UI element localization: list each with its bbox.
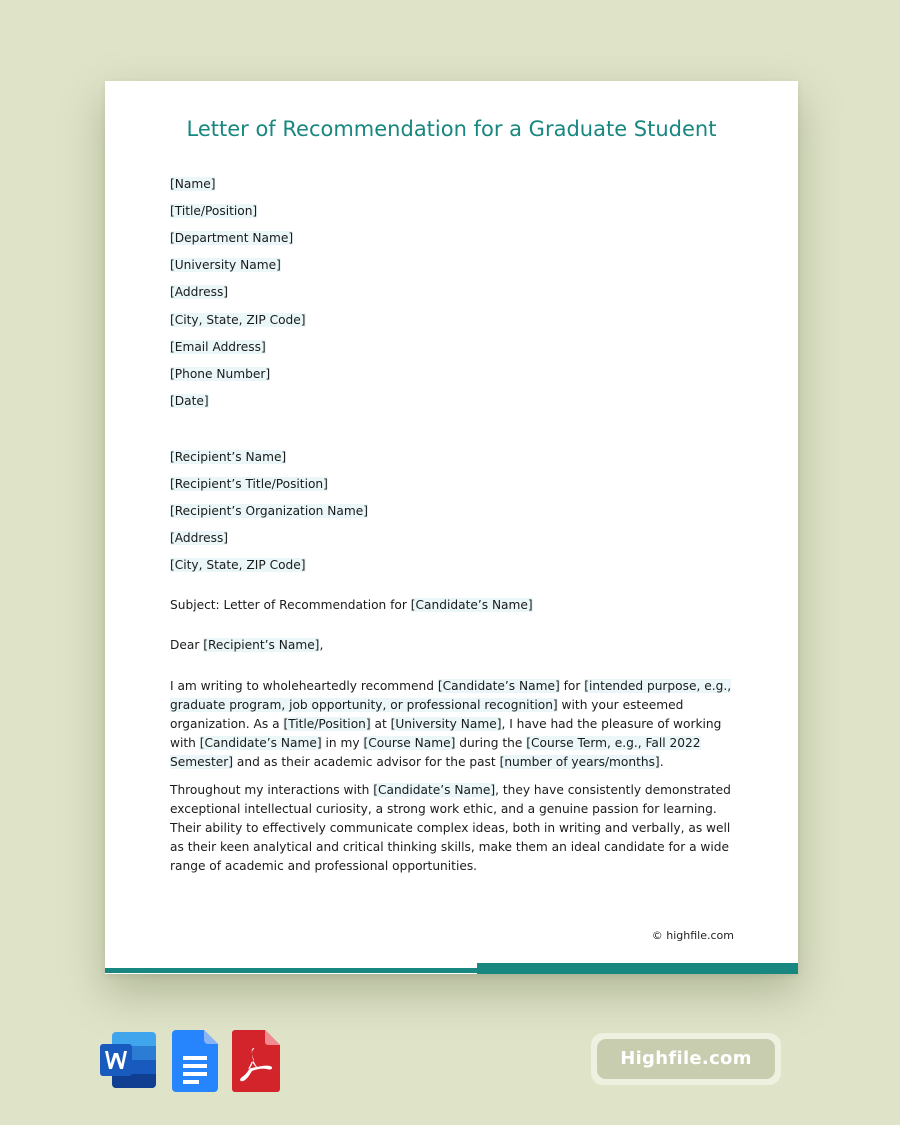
highfile-brand-badge[interactable]	[591, 1033, 781, 1085]
sender-line	[170, 312, 306, 329]
recipient-line-text: [Recipient’s Name]	[170, 450, 287, 464]
sender-line-text: [Email Address]	[170, 339, 266, 354]
placeholder-text: [Title/Position]	[283, 717, 371, 731]
recipient-line-text: [Recipient’s Organization Name]	[170, 504, 368, 519]
brand-label: Highfile.com	[597, 1039, 775, 1079]
body-text: with your esteemed organization. As a	[170, 698, 684, 731]
footer-accent-bar-thick	[477, 963, 798, 974]
placeholder-text: [Course Name]	[363, 736, 456, 750]
body-text: at	[370, 717, 391, 731]
recipient-line-text: [City, State, ZIP Code]	[170, 558, 306, 573]
body-paragraph-1	[170, 677, 740, 772]
letter-page	[105, 81, 798, 974]
sender-line-text: [Address]	[170, 285, 229, 300]
recipient-line-text: [Address]	[170, 531, 229, 546]
salutation	[170, 637, 323, 654]
recipient-line-text: [Recipient’s Title/Position]	[170, 477, 328, 492]
sender-line-text: [University Name]	[170, 258, 281, 273]
body-text: for	[559, 679, 585, 693]
recipient-line	[170, 530, 228, 547]
placeholder-text: [Course Term, e.g., Fall 2022 Semester]	[170, 736, 701, 769]
placeholder-text: [Candidate’s Name]	[199, 736, 322, 750]
pdf-icon[interactable]	[232, 1030, 280, 1097]
sender-line-text: [Department Name]	[170, 231, 294, 246]
subject-placeholder: [Candidate’s Name]	[410, 598, 533, 612]
placeholder-text: [intended purpose, e.g., graduate program, job opportunity, or professional recognition]	[170, 679, 732, 712]
word-icon[interactable]	[100, 1030, 156, 1095]
placeholder-text: [Candidate’s Name]	[437, 679, 560, 693]
recipient-line	[170, 476, 328, 493]
sender-line	[170, 284, 228, 301]
recipient-line	[170, 503, 368, 520]
footer-accent-bar-thin	[105, 968, 477, 973]
placeholder-text: [Candidate’s Name]	[373, 783, 496, 797]
body-text: , they have consistently demonstrated exceptional intellectual curiosity, a strong work ethic, and a genuine passion for learning. Their ability to effectively communicate complex ideas, both in writing and verbally, as well as their keen analytical and critical thinking skills, make them an ideal candidate for a wide range of academic and professional opportunities.	[170, 783, 731, 873]
sender-line	[170, 366, 270, 383]
sender-line	[170, 176, 215, 193]
body-text: and as their academic advisor for the past	[233, 755, 500, 769]
sender-line-text: [Name]	[170, 177, 216, 191]
recipient-line	[170, 449, 286, 466]
body-paragraph-2	[170, 781, 740, 876]
recipient-line	[170, 557, 306, 574]
salutation-placeholder: [Recipient’s Name]	[203, 638, 320, 652]
sender-line-text: [City, State, ZIP Code]	[170, 312, 306, 327]
sender-line-text: [Phone Number]	[170, 366, 271, 381]
sender-line	[170, 257, 281, 274]
copyright-notice: © highfile.com	[651, 929, 734, 942]
document-title: Letter of Recommendation for a Graduate Student	[186, 117, 717, 141]
google-docs-icon[interactable]	[172, 1030, 218, 1097]
body-text: Throughout my interactions with	[170, 783, 374, 797]
salutation-suffix: ,	[319, 638, 324, 652]
salutation-prefix: Dear	[170, 638, 204, 652]
sender-line-text: [Title/Position]	[170, 204, 258, 219]
body-text: .	[659, 755, 664, 769]
body-text: during the	[455, 736, 527, 750]
sender-line-text: [Date]	[170, 393, 209, 408]
subject-prefix: Subject: Letter of Recommendation for	[170, 598, 411, 612]
sender-line	[170, 339, 266, 356]
body-text: I am writing to wholeheartedly recommend	[170, 679, 438, 693]
sender-line	[170, 393, 209, 410]
sender-line	[170, 230, 293, 247]
placeholder-text: [number of years/months]	[499, 755, 660, 769]
sender-line	[170, 203, 257, 220]
subject-line	[170, 597, 533, 614]
body-text: in my	[321, 736, 364, 750]
body-text: , I have had the pleasure of working with	[170, 717, 722, 750]
placeholder-text: [University Name]	[390, 717, 502, 731]
